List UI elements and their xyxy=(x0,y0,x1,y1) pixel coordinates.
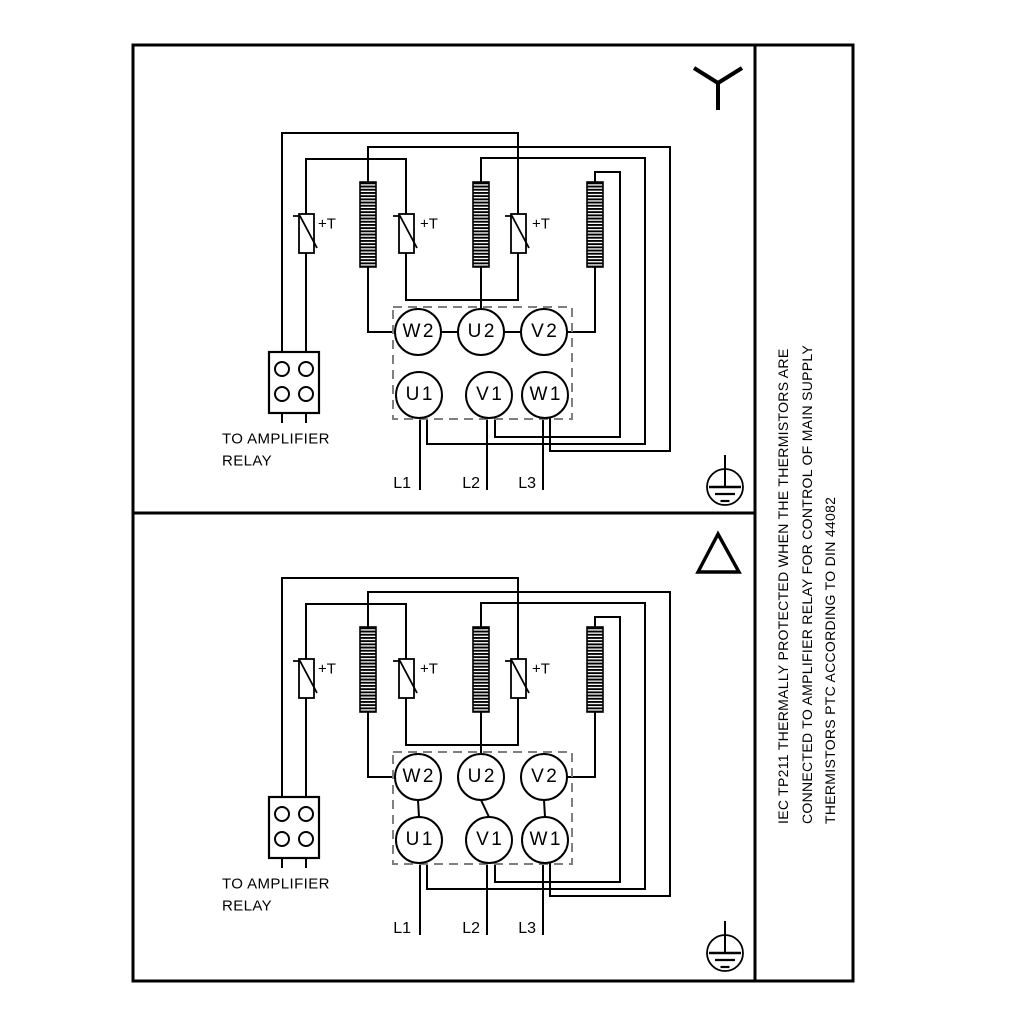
relay-note-line: TO AMPLIFIER xyxy=(222,875,330,893)
mains-label-L2: L2 xyxy=(462,475,480,492)
earth-ground-icon xyxy=(707,921,743,971)
terminal-label-U2: U2 xyxy=(467,321,497,342)
terminal-label-V2: V2 xyxy=(531,321,560,342)
mains-label-L2: L2 xyxy=(462,920,480,937)
delta-bridge-links xyxy=(418,800,545,817)
mains-label-L1: L1 xyxy=(393,475,411,492)
side-note-line-2: CONNECTED TO AMPLIFIER RELAY FOR CONTROL OF MAIN SUPPLY xyxy=(799,344,815,824)
terminal-label-U2: U2 xyxy=(467,766,497,787)
side-note-line-1: IEC TP211 THERMALLY PROTECTED WHEN THE THERMISTORS ARE xyxy=(775,348,791,824)
terminal-label-U1: U1 xyxy=(405,829,435,850)
terminal-label-W1: W1 xyxy=(529,384,563,405)
thermistor-label: +T xyxy=(318,215,336,233)
earth-ground-icon xyxy=(707,455,743,505)
relay-note-line: RELAY xyxy=(222,897,273,915)
relay-note-line: TO AMPLIFIER xyxy=(222,430,330,448)
terminal-label-W2: W2 xyxy=(402,321,436,342)
terminal-label-W2: W2 xyxy=(402,766,436,787)
terminal-label-V1: V1 xyxy=(476,384,505,405)
thermistor-label: +T xyxy=(420,660,438,678)
delta-connection-icon xyxy=(698,534,739,572)
mains-label-L3: L3 xyxy=(518,475,536,492)
side-note-line-3: THERMISTORS PTC ACCORDING TO DIN 44082 xyxy=(822,496,838,824)
terminal-label-V2: V2 xyxy=(531,766,560,787)
relay-note-line: RELAY xyxy=(222,452,273,470)
terminal-label-U1: U1 xyxy=(405,384,435,405)
thermistor-label: +T xyxy=(532,215,550,233)
terminal-label-W1: W1 xyxy=(529,829,563,850)
star-connection-icon xyxy=(694,68,742,110)
thermistor-label: +T xyxy=(318,660,336,678)
thermistor-label: +T xyxy=(420,215,438,233)
thermistor-label: +T xyxy=(532,660,550,678)
terminal-label-V1: V1 xyxy=(476,829,505,850)
mains-label-L1: L1 xyxy=(393,920,411,937)
mains-label-L3: L3 xyxy=(518,920,536,937)
